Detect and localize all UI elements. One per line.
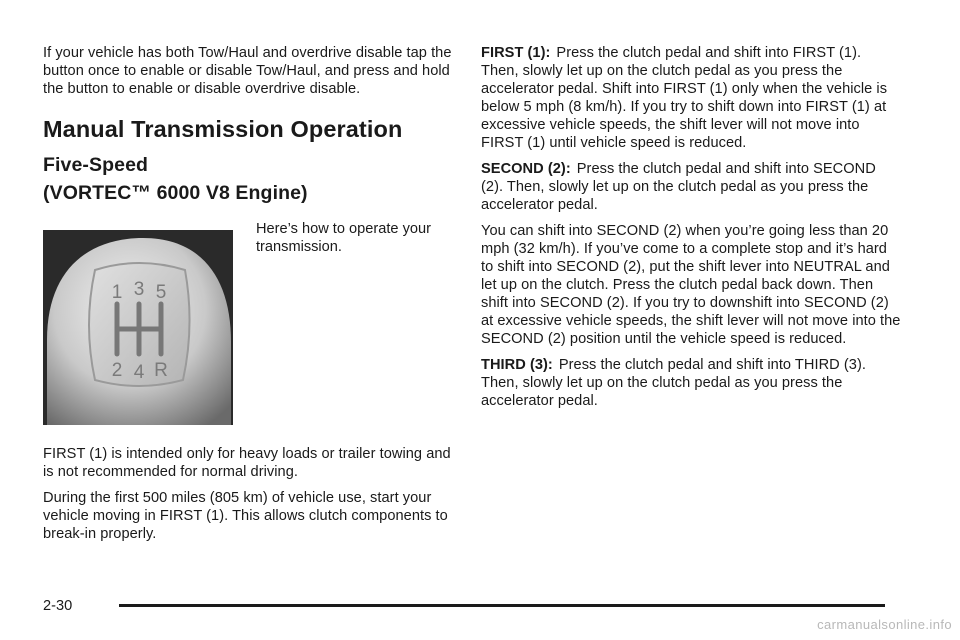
first-gear-label: FIRST (1): — [481, 45, 551, 61]
gear-label-1: 1 — [111, 282, 123, 303]
second-gear-text: Press the clutch pedal and shift into SECOND (2). Then, slowly let up on the clutch pedal as you press the accelerator pedal. — [481, 161, 876, 213]
gear-label-4: 4 — [133, 362, 145, 383]
third-gear-text: Press the clutch pedal and shift into THIRD (3). Then, slowly let up on the clutch pedal as you press the accelerator pedal. — [481, 357, 866, 409]
gear-label-2: 2 — [111, 360, 123, 381]
first-gear-instructions — [481, 44, 901, 152]
shift-knob-graphic — [43, 230, 233, 425]
figure-caption: Here’s how to operate your transmission. — [256, 221, 431, 255]
page-footer — [43, 596, 885, 616]
second-gear-extra: You can shift into SECOND (2) when you’re going less than 20 mph (32 km/h). If you’ve come to a complete stop and it’s hard to shift into SECOND (2), put the shift lever into NEUTRAL and let up on the clutch. Press the clutch pedal back down. Then shift into SECOND (2). If you try to downshift into SECOND (2) at excessive vehicle speeds, the shift lever will not move into the SECOND (2) position until the vehicle speed is reduced. — [481, 223, 901, 347]
first-gear-note: FIRST (1) is intended only for heavy loads or trailer towing and is not recommended for normal driving. — [43, 446, 451, 480]
gear-label-r: R — [154, 360, 168, 381]
third-gear-label: THIRD (3): — [481, 357, 553, 373]
section-title: Manual Transmission Operation — [43, 116, 403, 142]
page-number: 2-30 — [43, 598, 73, 614]
third-gear-instructions — [481, 356, 901, 410]
footer-rule — [119, 604, 885, 607]
shift-knob-image — [43, 230, 233, 425]
left-column — [43, 44, 453, 551]
gear-label-5: 5 — [155, 282, 167, 303]
subsection-title-line1: Five-Speed — [43, 154, 149, 176]
gear-label-3: 3 — [133, 279, 145, 300]
right-column — [481, 44, 901, 418]
second-gear-label: SECOND (2): — [481, 161, 571, 177]
watermark: carmanualsonline.info — [817, 617, 952, 632]
intro-paragraph: If your vehicle has both Tow/Haul and overdrive disable tap the button once to enable or disable Tow/Haul, and press and hold the button to enable or disable overdrive disable. — [43, 45, 452, 97]
second-gear-instructions — [481, 160, 901, 214]
subsection-title-line2: (VORTEC™ 6000 V8 Engine) — [43, 182, 308, 204]
break-in-note: During the first 500 miles (805 km) of vehicle use, start your vehicle moving in FIRST (1). This allows clutch components to break-in properly. — [43, 490, 448, 542]
shifter-figure — [43, 220, 453, 445]
first-gear-text: Press the clutch pedal and shift into FIRST (1). Then, slowly let up on the clutch pedal as you press the accelerator pedal. Shift into FIRST (1) only when the vehicle is below 5 mph (8 km/h). If you try to shift down into FIRST (1) at excessive vehicle speeds, the shift lever will not move into FIRST (1) until vehicle speed is reduced. — [481, 45, 888, 151]
